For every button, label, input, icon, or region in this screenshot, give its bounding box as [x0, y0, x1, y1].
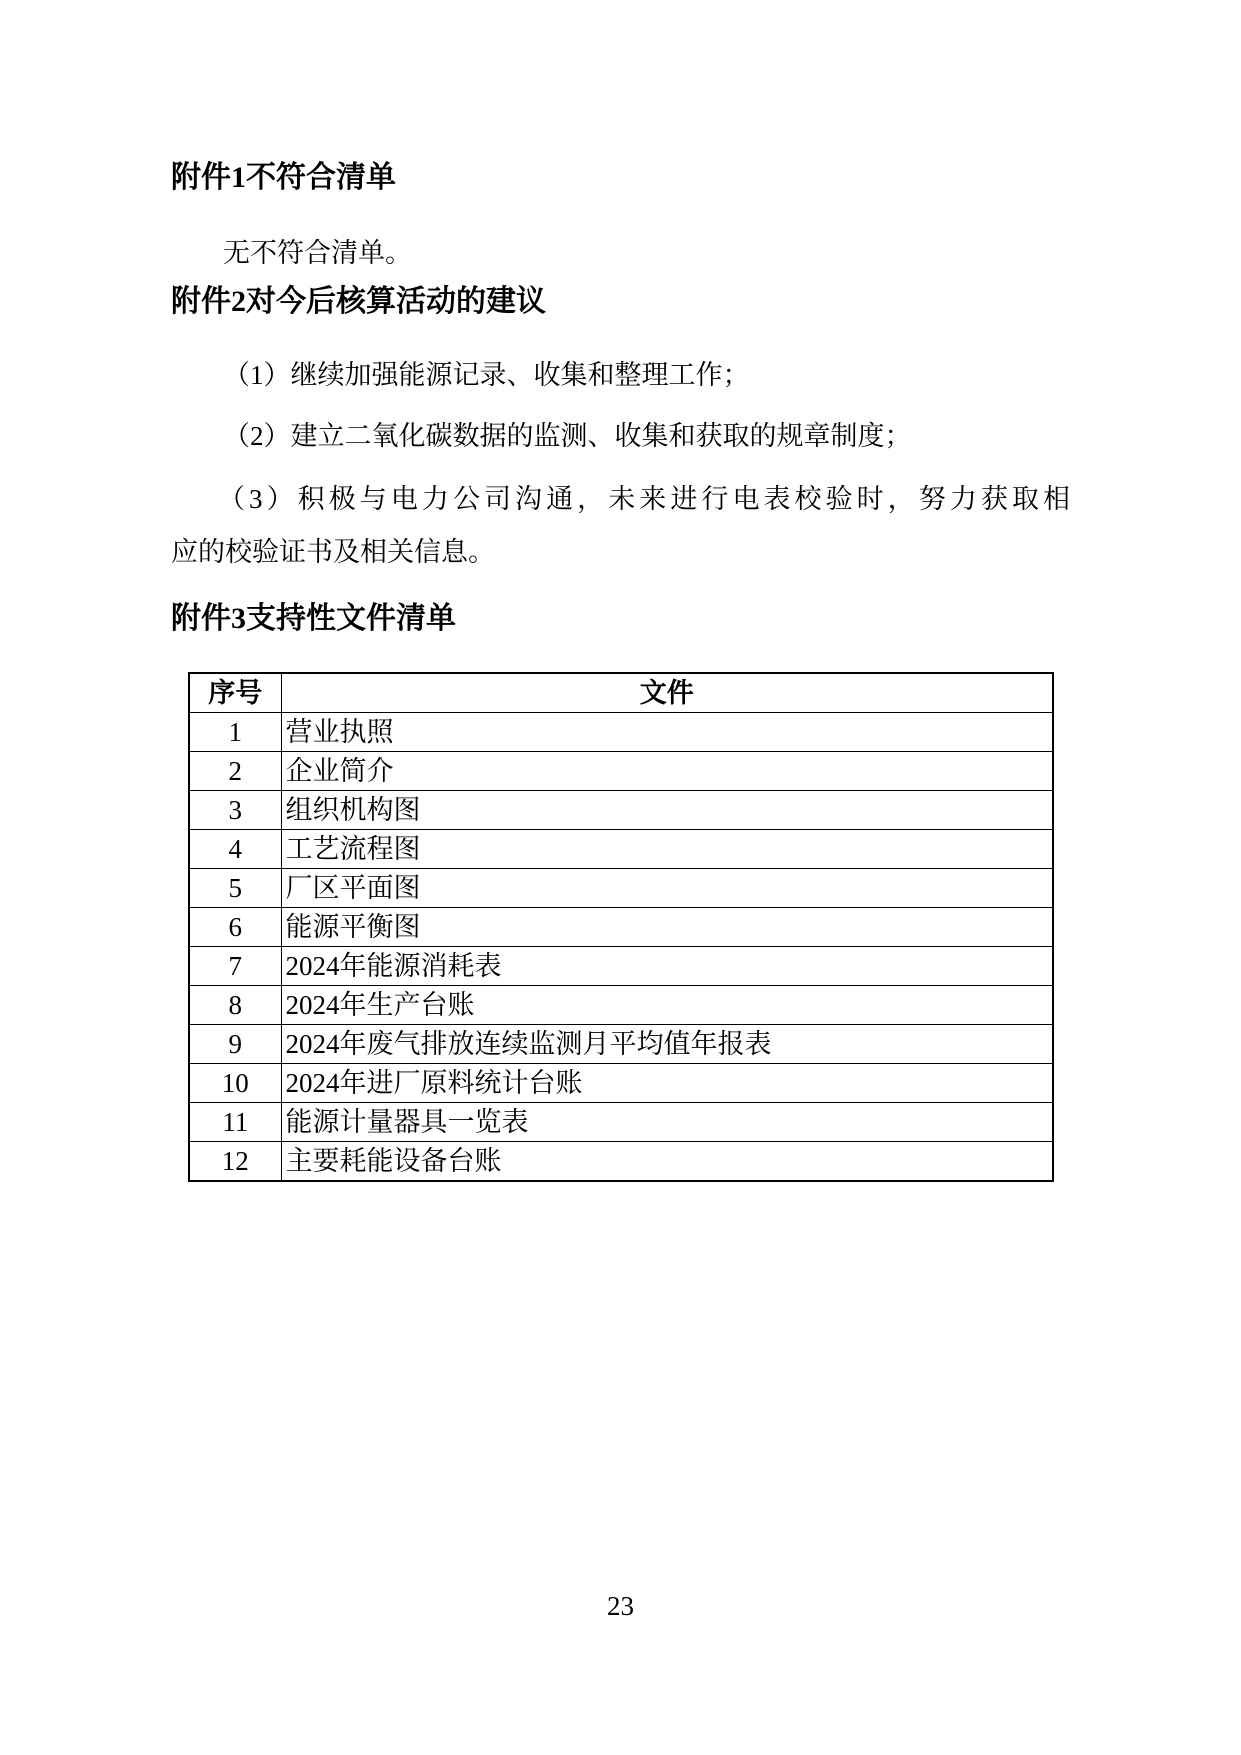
row-no: 2 [189, 752, 281, 791]
row-no: 4 [189, 830, 281, 869]
row-file: 企业简介 [281, 752, 1053, 791]
table-row [189, 830, 1053, 869]
table-row [189, 986, 1053, 1025]
table-row [189, 1142, 1053, 1182]
suggestion-item-2: （2）建立二氧化碳数据的监测、收集和获取的规章制度； [223, 421, 912, 451]
row-file: 组织机构图 [281, 791, 1053, 830]
table-row [189, 713, 1053, 752]
table-row [189, 1103, 1053, 1142]
row-no: 12 [189, 1142, 281, 1182]
suggestion-item-3-line-2: 应的校验证书及相关信息。 [171, 537, 495, 567]
paragraph-no-nonconformity: 无不符合清单。 [223, 238, 412, 268]
heading-attachment-2: 附件2对今后核算活动的建议 [171, 285, 546, 318]
row-file: 工艺流程图 [281, 830, 1053, 869]
row-file: 2024年废气排放连续监测月平均值年报表 [281, 1025, 1053, 1064]
suggestion-item-3-line-1: （3）积极与电力公司沟通，未来进行电表校验时，努力获取相 [218, 484, 1070, 514]
row-no: 10 [189, 1064, 281, 1103]
table-row [189, 1064, 1053, 1103]
row-no: 6 [189, 908, 281, 947]
row-no: 1 [189, 713, 281, 752]
table-row [189, 908, 1053, 947]
column-header-no: 序号 [189, 673, 281, 713]
row-no: 7 [189, 947, 281, 986]
row-no: 5 [189, 869, 281, 908]
row-file: 厂区平面图 [281, 869, 1053, 908]
page-number: 23 [607, 1591, 634, 1621]
row-file: 主要耗能设备台账 [281, 1142, 1053, 1182]
row-no: 9 [189, 1025, 281, 1064]
table-row [189, 752, 1053, 791]
table-row [189, 1025, 1053, 1064]
row-file: 2024年进厂原料统计台账 [281, 1064, 1053, 1103]
table-header-row [189, 673, 1053, 713]
table-row [189, 947, 1053, 986]
supporting-documents-table [188, 672, 1054, 1182]
row-no: 8 [189, 986, 281, 1025]
suggestion-item-1: （1）继续加强能源记录、收集和整理工作； [223, 360, 750, 390]
column-header-file: 文件 [281, 673, 1053, 713]
table-row [189, 791, 1053, 830]
row-file: 2024年生产台账 [281, 986, 1053, 1025]
row-file: 能源平衡图 [281, 908, 1053, 947]
heading-attachment-1: 附件1不符合清单 [171, 161, 396, 194]
row-no: 11 [189, 1103, 281, 1142]
suggestion-item-3 [171, 473, 1070, 579]
row-file: 能源计量器具一览表 [281, 1103, 1053, 1142]
row-file: 营业执照 [281, 713, 1053, 752]
row-file: 2024年能源消耗表 [281, 947, 1053, 986]
table-row [189, 869, 1053, 908]
row-no: 3 [189, 791, 281, 830]
heading-attachment-3: 附件3支持性文件清单 [171, 602, 456, 635]
